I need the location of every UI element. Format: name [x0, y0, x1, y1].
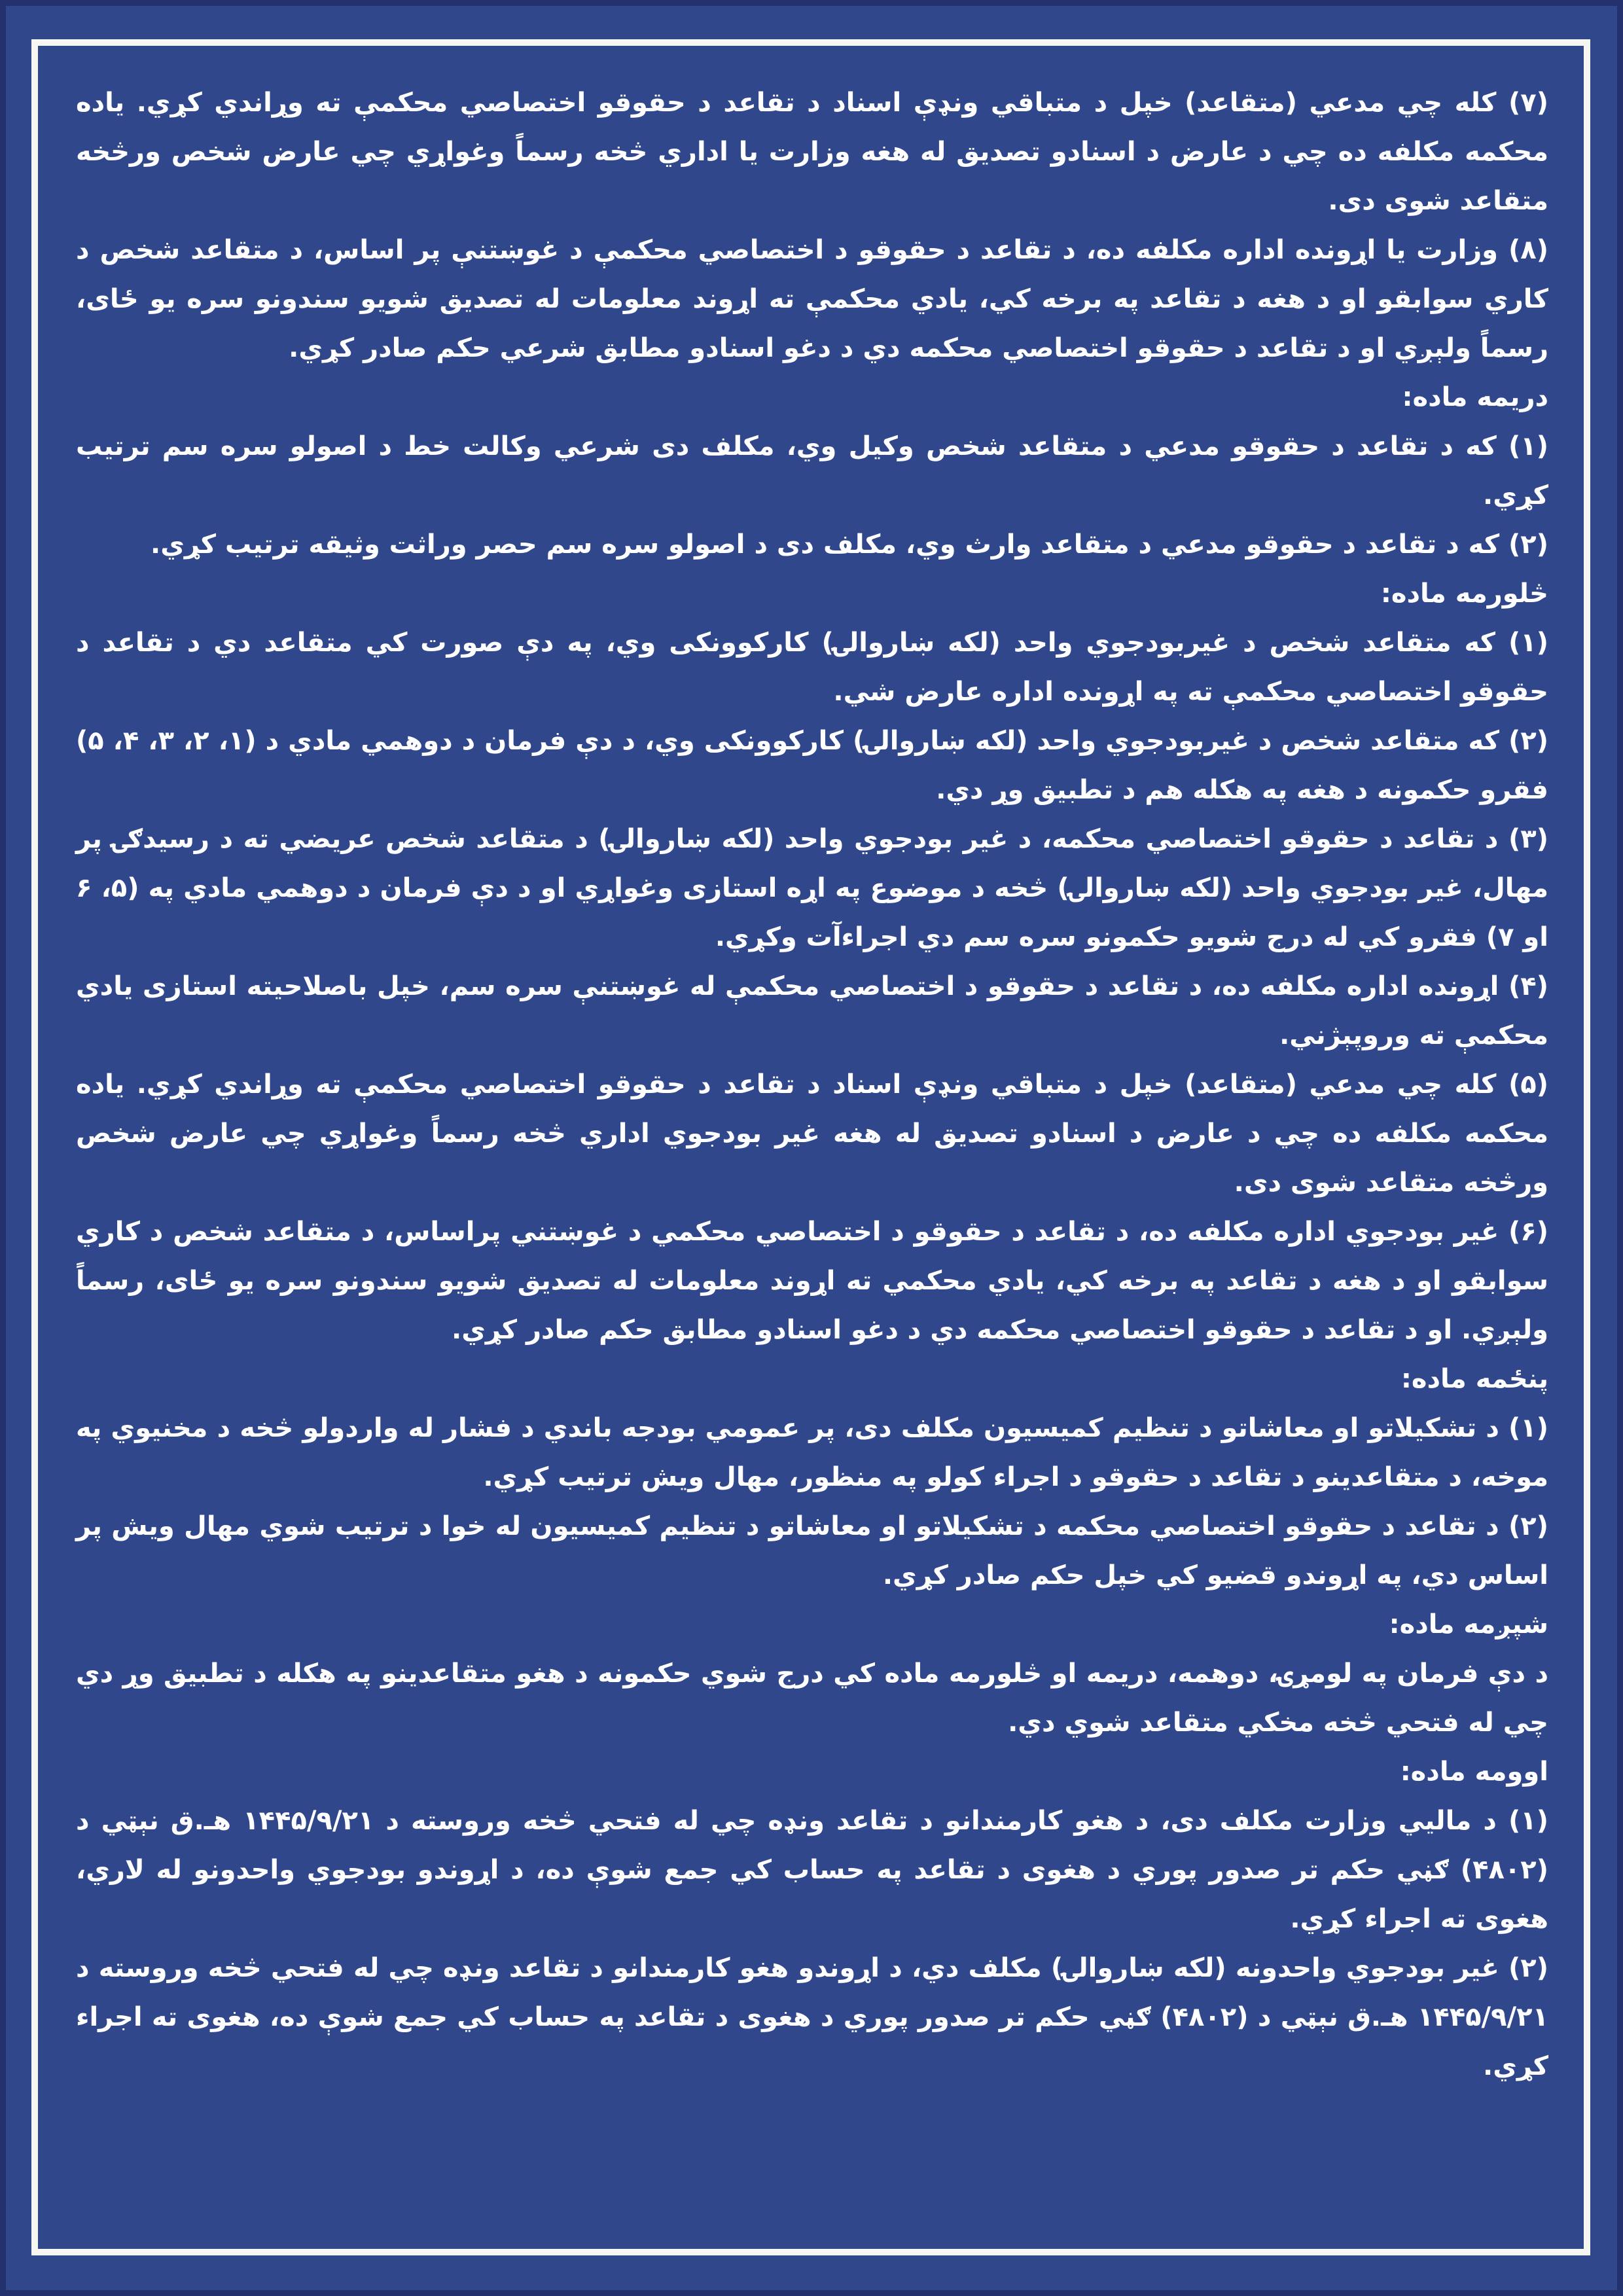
document-body — [38, 46, 1584, 2249]
article-heading: اوومه ماده: — [1400, 1757, 1548, 1787]
article-heading: څلورمه ماده: — [1380, 579, 1548, 609]
clause-paragraph: (۲) غیر بودجوي واحدونه (لکه ښاروالۍ) مکلف دي، د اړوندو هغو کارمندانو د تقاعد ونډه چي له فتحي څخه وروسته د ۱۴۴۵/۹/۲۱ هـ.ق نېټي د (۴۸۰۲) ګڼي حکم تر صدور پوري د هغوی د تقاعد په حساب کي جمع شوې ده، هغوی ته اجراء کړي. — [76, 1953, 1548, 2081]
clause-paragraph: (۲) که متقاعد شخص د غیربودجوي واحد (لکه ښاروالۍ) کارکوونکی وي، د دې فرمان د دوهمي مادي د (۱، ۲، ۳، ۴، ۵) فقرو حکمونه د هغه په هکله هم د تطبیق وړ دي. — [76, 726, 1549, 805]
clause-paragraph: (۸) وزارت یا اړونده اداره مکلفه ده، د تقاعد د حقوقو د اختصاصي محکمې د غوښتنې پر اساس، د متقاعد شخص د کاري سوابقو او د هغه د تقاعد په برخه کي، یادي محکمې ته اړوند معلومات له تصدیق شویو سندونو سره یو ځای، رسماً ولېږي او د تقاعد د حقوقو اختصاصي محکمه دي د دغو اسنادو مطابق شرعي حکم صادر کړي. — [76, 235, 1548, 363]
clause-paragraph: (۱) که متقاعد شخص د غیربودجوي واحد (لکه ښاروالۍ) کارکوونکی وي، په دې صورت کي متقاعد دي د تقاعد د حقوقو اختصاصي محکمې ته په اړونده اداره عارض شي. — [76, 628, 1548, 707]
clause-paragraph: (۵) کله چي مدعي (متقاعد) خپل د متباقي ونډې اسناد د تقاعد د حقوقو اختصاصي محکمې ته وړاندي کړي. یاده محکمه مکلفه ده چي د عارض د اسنادو تصدیق له هغه غیر بودجوي اداري څخه رسماً وغواړي چي عارض شخص ورڅخه متقاعد شوی دی. — [76, 1069, 1548, 1198]
clause-paragraph: (۴) اړونده اداره مکلفه ده، د تقاعد د حقوقو د اختصاصي محکمې له غوښتنې سره سم، خپل باصلاحیته استازی یادي محکمې ته وروپېژني. — [76, 971, 1548, 1050]
article-heading: دریمه ماده: — [1402, 382, 1548, 412]
clause-paragraph: (۲) که د تقاعد د حقوقو مدعي د متقاعد وارث وي، مکلف دی د اصولو سره سم حصر وراثت وثیقه ترتیب کړي. — [151, 529, 1548, 560]
clause-paragraph: (۱) د مالیي وزارت مکلف دی، د هغو کارمندانو د تقاعد ونډه چي له فتحي څخه وروسته د ۱۴۴۵/۹/۲۱ هـ.ق نېټي د (۴۸۰۲) ګڼي حکم تر صدور پوري د هغوی د تقاعد په حساب کي جمع شوې ده، د اړوندو بودجوي واحدونو له لاري، هغوی ته اجراء کړي. — [76, 1806, 1548, 1934]
clause-paragraph: (۱) که د تقاعد د حقوقو مدعي د متقاعد شخص وکیل وي، مکلف دی شرعي وکالت خط د اصولو سره سم ترتیب کړي. — [76, 431, 1548, 511]
clause-paragraph: (۶) غیر بودجوي اداره مکلفه ده، د تقاعد د حقوقو د اختصاصي محکمي د غوښتني پراساس، د متقاعد شخص د کاري سوابقو او د هغه د تقاعد په برخه کي، یادي محکمي ته اړوند معلومات له تصدیق شویو سندونو سره یو ځای، رسماً ولېږي. او د تقاعد د حقوقو اختصاصي محکمه دي د دغو اسنادو مطابق حکم صادر کړي. — [76, 1217, 1548, 1345]
clause-paragraph: (۱) د تشکیلاتو او معاشاتو د تنظیم کمیسیون مکلف دی، پر عمومي بودجه باندي د فشار له واردولو څخه د مخنیوي په موخه، د متقاعدینو د تقاعد د حقوقو د اجراء کولو په منظور، مهال ویش ترتیب کړي. — [76, 1413, 1548, 1492]
document-border-frame — [31, 39, 1590, 2255]
clause-paragraph: د دې فرمان په لومړۍ، دوهمه، دریمه او څلورمه ماده کي درج شوي حکمونه د هغو متقاعدینو په هکله د تطبیق وړ دي چي له فتحي څخه مخکي متقاعد شوي دي. — [76, 1659, 1548, 1738]
clause-paragraph: (۲) د تقاعد د حقوقو اختصاصي محکمه د تشکیلاتو او معاشاتو د تنظیم کمیسیون له خوا د ترتیب شوي مهال ویش پر اساس دي، په اړوندو قضیو کي خپل حکم صادر کړي. — [76, 1511, 1548, 1590]
article-heading: شپږمه ماده: — [1389, 1609, 1548, 1640]
clause-paragraph: (۳) د تقاعد د حقوقو اختصاصي محکمه، د غیر بودجوي واحد (لکه ښاروالۍ) د متقاعد شخص عریضي ته د رسیدګۍ پر مهال، غیر بودجوي واحد (لکه ښاروالۍ) څخه د موضوع په اړه استازی وغواړي او د دې فرمان د دوهمي مادي په (۵، ۶ او ۷) فقرو کي له درج شویو حکمونو سره سم دي اجراءآت وکړي. — [76, 824, 1549, 952]
clause-paragraph: (۷) کله چي مدعي (متقاعد) خپل د متباقي ونډې اسناد د تقاعد د حقوقو اختصاصي محکمې ته وړاندي کړي. یاده محکمه مکلفه ده چي د عارض د اسنادو تصدیق له هغه وزارت یا اداري څخه رسماً وغواړي چي عارض شخص ورڅخه متقاعد شوی دی. — [76, 88, 1548, 216]
article-heading: پنځمه ماده: — [1400, 1364, 1548, 1394]
